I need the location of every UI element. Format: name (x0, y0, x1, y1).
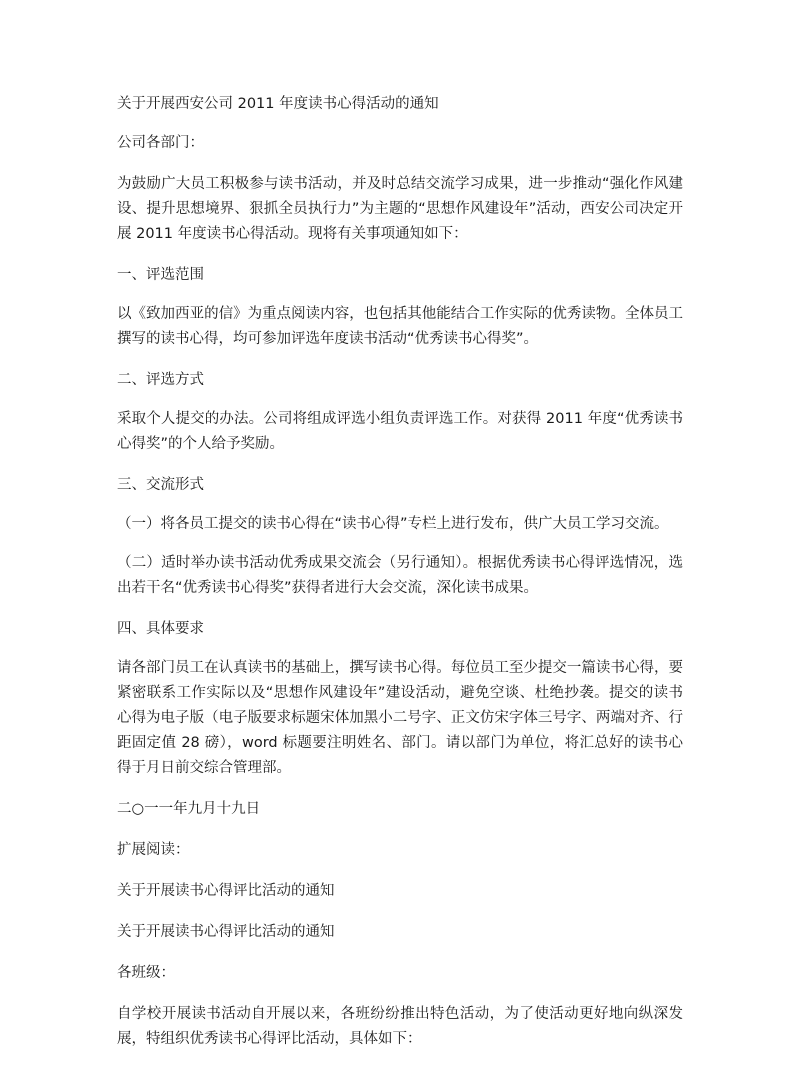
section-4-heading: 四、具体要求 (117, 621, 204, 637)
section-3-item-2: （二）适时举办读书活动优秀成果交流会（另行通知）。根据优秀读书心得评选情况，选出若干名“优秀读书心得奖”获得者进行大会交流，深化读书成果。 (117, 555, 683, 596)
salutation: 公司各部门： (117, 135, 204, 151)
section-2-body: 采取个人提交的办法。公司将组成评选小组负责评选工作。对获得 2011 年度“优秀读书心得奖”的个人给予奖励。 (117, 411, 683, 452)
extended-salutation: 各班级： (117, 965, 175, 981)
document-date: 二○一一年九月十九日 (117, 801, 261, 817)
section-3-item-1: （一）将各员工提交的读书心得在“读书心得”专栏上进行发布，供广大员工学习交流。 (117, 516, 669, 532)
section-4-body: 请各部门员工在认真读书的基础上，撰写读书心得。每位员工至少提交一篇读书心得，要紧密联系工作实际以及“思想作风建设年”建设活动，避免空谈、杜绝抄袭。提交的读书心得为电子版（电子版要求标题宋体加黑小二号字、正文仿宋字体三号字、两端对齐、行距固定值 28 磅），word 标题要注明姓名、部门。请以部门为单位，将汇总好的读书心得于月日前交综合管理部。 (117, 660, 683, 776)
section-2-heading: 二、评选方式 (117, 372, 204, 388)
extended-body: 自学校开展读书活动自开展以来，各班纷纷推出特色活动，为了使活动更好地向纵深发展，特组织优秀读书心得评比活动，具体如下： (117, 1006, 683, 1047)
extended-title-1: 关于开展读书心得评比活动的通知 (117, 883, 335, 899)
extended-reading-label: 扩展阅读： (117, 842, 190, 858)
section-1-body: 以《致加西亚的信》为重点阅读内容，也包括其他能结合工作实际的优秀读物。全体员工撰写的读书心得，均可参加评选年度读书活动“优秀读书心得奖”。 (117, 306, 683, 347)
section-1-heading: 一、评选范围 (117, 267, 204, 283)
section-3-heading: 三、交流形式 (117, 477, 204, 493)
extended-title-2: 关于开展读书心得评比活动的通知 (117, 924, 335, 940)
document-title: 关于开展西安公司 2011 年度读书心得活动的通知 (117, 96, 439, 112)
document-page (117, 92, 683, 1068)
intro-paragraph: 为鼓励广大员工积极参与读书活动，并及时总结交流学习成果，进一步推动“强化作风建设、提升思想境界、狠抓全员执行力”为主题的“思想作风建设年”活动，西安公司决定开展 2011 年度读书心得活动。现将有关事项通知如下： (117, 176, 683, 242)
